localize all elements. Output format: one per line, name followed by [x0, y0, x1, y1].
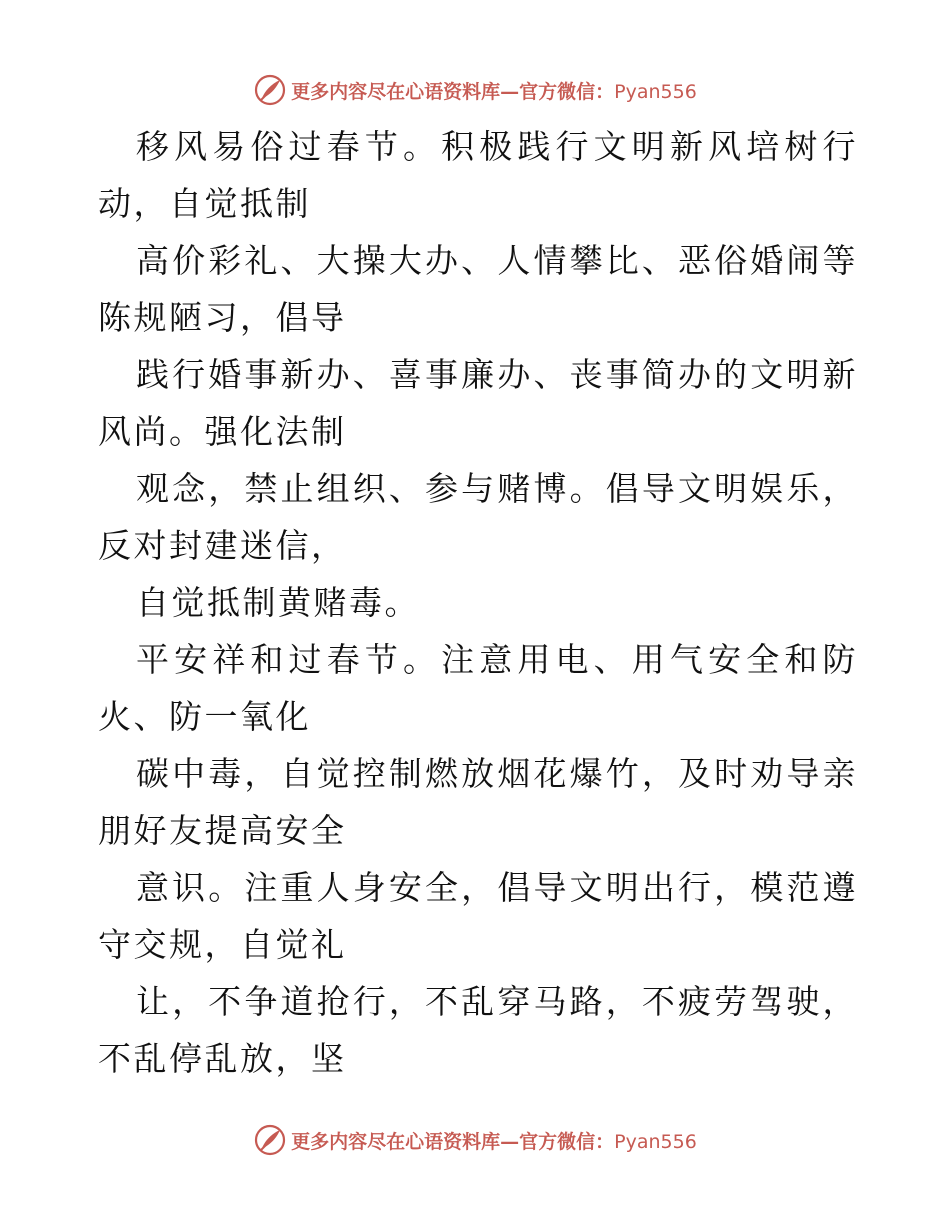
paragraph: 自觉抵制黄赌毒。: [136, 583, 420, 622]
watermark-text: 更多内容尽在心语资料库—官方微信：Pyan556: [291, 1130, 697, 1153]
document-body: [98, 118, 858, 1087]
paragraph: 平安祥和过春节。注意用电、用气安全和防火、防一氧化: [98, 640, 858, 736]
paragraph: 观念，禁止组织、参与赌博。倡导文明娱乐，反对封建迷信，: [98, 469, 858, 565]
paragraph: 让，不争道抢行，不乱穿马路，不疲劳驾驶，不乱停乱放，坚: [98, 982, 858, 1078]
watermark-text: 更多内容尽在心语资料库—官方微信：Pyan556: [291, 80, 697, 103]
quill-logo-icon: [253, 1123, 287, 1157]
quill-logo-icon: [253, 73, 287, 107]
paragraph: 碳中毒，自觉控制燃放烟花爆竹，及时劝导亲朋好友提高安全: [98, 754, 858, 850]
paragraph: 践行婚事新办、喜事廉办、丧事简办的文明新风尚。强化法制: [98, 355, 858, 451]
paragraph: 意识。注重人身安全，倡导文明出行，模范遵守交规，自觉礼: [98, 868, 858, 964]
footer-watermark: [0, 1120, 950, 1160]
header-watermark: [0, 70, 950, 110]
paragraph: 高价彩礼、大操大办、人情攀比、恶俗婚闹等陈规陋习，倡导: [98, 241, 858, 337]
paragraph: 移风易俗过春节。积极践行文明新风培树行动，自觉抵制: [98, 127, 858, 223]
